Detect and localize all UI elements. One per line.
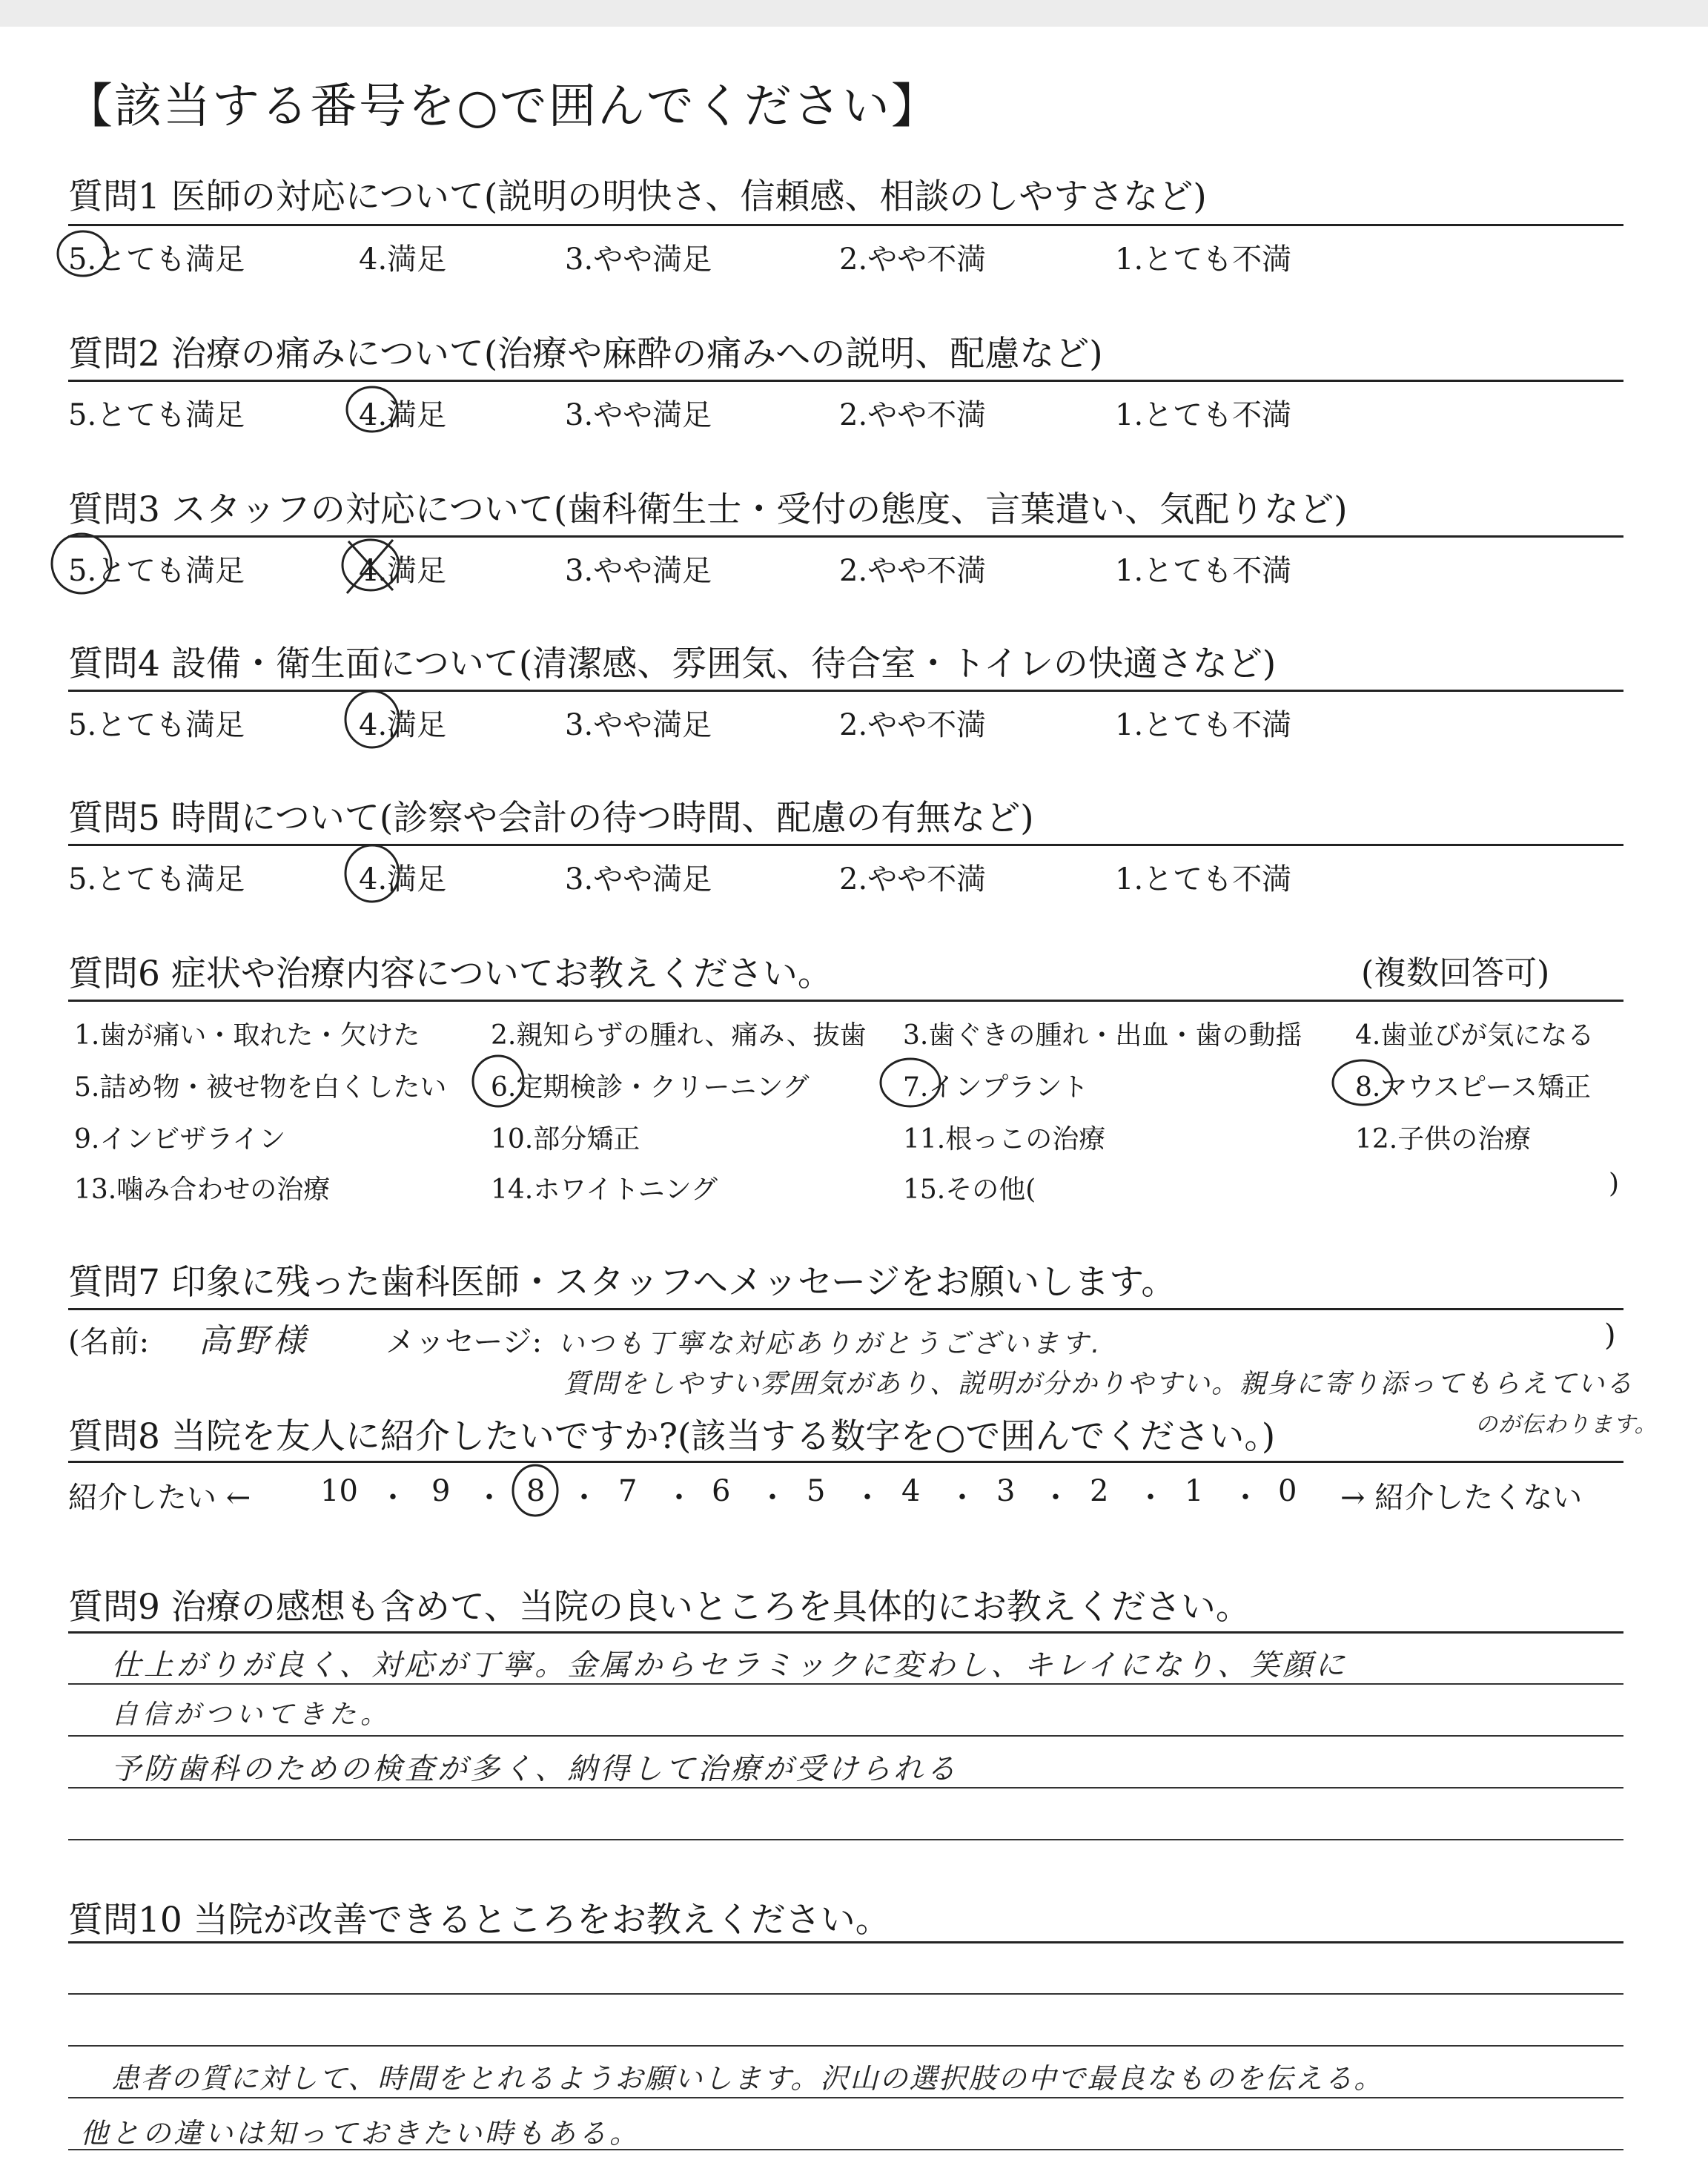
name-label: (名前: [68, 1325, 150, 1359]
q6-item-14[interactable]: 14.ホワイトニング [491, 1175, 718, 1205]
q6-item-11[interactable]: 11.根っこの治療 [903, 1124, 1106, 1155]
q2-option-2[interactable]: 2.やや不満 [839, 398, 987, 432]
scale-6[interactable]: 6 [712, 1474, 731, 1508]
scale-dot: ・ [947, 1481, 977, 1515]
message-close-paren: ) [1604, 1318, 1616, 1353]
q1-option-1[interactable]: 1.とても不満 [1115, 242, 1292, 277]
q3-option-2[interactable]: 2.やや不満 [839, 554, 987, 588]
scan-top-band [0, 0, 1708, 27]
q1-option-2[interactable]: 2.やや不満 [839, 242, 987, 277]
q5-option-3[interactable]: 3.やや満足 [565, 862, 712, 896]
scale-right-label: → 紹介したくない [1340, 1481, 1583, 1515]
scale-1[interactable]: 1 [1185, 1474, 1204, 1508]
handwritten-message-line-2: 質問をしやすい雰囲気があり、説明が分かりやすい。親身に寄り添ってもらえている [563, 1369, 1635, 1399]
q2-option-5[interactable]: 5.とても満足 [68, 398, 245, 432]
q6-item-12[interactable]: 12.子供の治療 [1355, 1124, 1532, 1155]
q2-option-1[interactable]: 1.とても不満 [1115, 398, 1292, 432]
question-5-rule [68, 844, 1623, 846]
scale-dot: ・ [853, 1481, 882, 1515]
q10-handwritten-line-2: 他との違いは知っておきたい時もある。 [80, 2117, 641, 2150]
q3-option-4[interactable]: 4.満足 [359, 554, 447, 588]
handwritten-name: 高野様 [199, 1322, 310, 1360]
question-6-heading: 質問6 症状や治療内容についてお教えください。 [68, 954, 833, 994]
q3-option-1[interactable]: 1.とても不満 [1115, 554, 1292, 588]
question-5-heading: 質問5 時間について(診察や会計の待つ時間、配慮の有無など) [68, 798, 1034, 839]
handwritten-message-line-3: のが伝わります。 [1475, 1412, 1658, 1438]
q5-option-4[interactable]: 4.満足 [359, 862, 447, 896]
q9-handwritten-line-1: 仕上がりが良く、対応が丁寧。金属からセラミックに変わし、キレイになり、笑顔に [111, 1648, 1348, 1682]
q10-answer-line [68, 1993, 1623, 1995]
scale-9[interactable]: 9 [431, 1474, 451, 1508]
question-1-heading: 質問1 医師の対応について(説明の明快さ、信頼感、相談のしやすさなど) [68, 176, 1207, 217]
scale-10[interactable]: 10 [320, 1474, 358, 1508]
q6-item-4[interactable]: 4.歯並びが気になる [1355, 1020, 1595, 1051]
q5-option-1[interactable]: 1.とても不満 [1115, 862, 1292, 896]
q6-item-7[interactable]: 7.インプラント [903, 1072, 1089, 1103]
q6-item-6[interactable]: 6.定期検診・クリーニング [491, 1072, 810, 1103]
q3-option-5[interactable]: 5.とても満足 [68, 554, 245, 588]
q6-item-5[interactable]: 5.詰め物・被せ物を白くしたい [74, 1072, 447, 1103]
question-2-rule [68, 380, 1623, 382]
question-3-rule [68, 535, 1623, 538]
question-6-rule [68, 1000, 1623, 1002]
q10-answer-line [68, 2097, 1623, 2098]
question-8-rule [68, 1461, 1623, 1463]
q5-option-5[interactable]: 5.とても満足 [68, 862, 245, 896]
q6-item-2[interactable]: 2.親知らずの腫れ、痛み、抜歯 [491, 1020, 867, 1051]
q4-option-5[interactable]: 5.とても満足 [68, 708, 245, 742]
q4-option-1[interactable]: 1.とても不満 [1115, 708, 1292, 742]
scale-5[interactable]: 5 [807, 1474, 826, 1508]
q2-option-3[interactable]: 3.やや満足 [565, 398, 712, 432]
scale-left-label: 紹介したい ← [68, 1481, 251, 1515]
scale-3[interactable]: 3 [996, 1474, 1016, 1508]
question-10-heading: 質問10 当院が改善できるところをお教えください。 [68, 1900, 890, 1941]
q6-item-3[interactable]: 3.歯ぐきの腫れ・出血・歯の動揺 [903, 1020, 1302, 1051]
q10-answer-line [68, 2045, 1623, 2047]
scale-7[interactable]: 7 [618, 1474, 638, 1508]
scale-dot: ・ [1136, 1481, 1165, 1515]
q5-option-2[interactable]: 2.やや不満 [839, 862, 987, 896]
scale-dot: ・ [1041, 1481, 1070, 1515]
scale-8[interactable]: 8 [526, 1474, 546, 1508]
q4-option-2[interactable]: 2.やや不満 [839, 708, 987, 742]
q6-item-8[interactable]: 8.マウスピース矯正 [1355, 1072, 1592, 1103]
scale-dot: ・ [474, 1481, 504, 1515]
question-7-rule [68, 1308, 1623, 1310]
handwritten-message-line-1: いつも丁寧な対応ありがとうございます. [557, 1329, 1103, 1359]
q1-option-4[interactable]: 4.満足 [359, 242, 447, 277]
q4-option-3[interactable]: 3.やや満足 [565, 708, 712, 742]
q1-option-3[interactable]: 3.やや満足 [565, 242, 712, 277]
scale-dot: ・ [569, 1481, 599, 1515]
q6-item-9[interactable]: 9.インビザライン [74, 1124, 286, 1155]
q9-answer-line [68, 1839, 1623, 1840]
q6-item-1[interactable]: 1.歯が痛い・取れた・欠けた [74, 1020, 420, 1051]
question-7-heading: 質問7 印象に残った歯科医師・スタッフへメッセージをお願いします。 [68, 1262, 1176, 1303]
question-3-heading: 質問3 スタッフの対応について(歯科衛生士・受付の態度、言葉遣い、気配りなど) [68, 489, 1348, 530]
question-10-rule [68, 1941, 1623, 1943]
q2-option-4[interactable]: 4.満足 [359, 398, 447, 432]
scale-dot: ・ [378, 1481, 408, 1515]
q9-handwritten-line-3: 予防歯科のための検査が多く、納得して治療が受けられる [111, 1752, 959, 1786]
scale-2[interactable]: 2 [1090, 1474, 1109, 1508]
question-9-rule [68, 1631, 1623, 1634]
survey-instruction-title: 【該当する番号を○で囲んでください】 [65, 79, 940, 134]
question-8-heading: 質問8 当院を友人に紹介したいですか?(該当する数字を○で囲んでください。) [68, 1416, 1276, 1457]
question-4-heading: 質問4 設備・衛生面について(清潔感、雰囲気、待合室・トイレの快適さなど) [68, 644, 1277, 684]
question-9-heading: 質問9 治療の感想も含めて、当院の良いところを具体的にお教えください。 [68, 1587, 1251, 1628]
q1-option-5[interactable]: 5.とても満足 [68, 242, 245, 277]
question-1-rule [68, 224, 1623, 226]
q3-option-3[interactable]: 3.やや満足 [565, 554, 712, 588]
q6-item-15[interactable]: 15.その他( [903, 1175, 1036, 1205]
scale-dot: ・ [664, 1481, 694, 1515]
message-label: メッセージ: [385, 1325, 543, 1359]
question-4-rule [68, 690, 1623, 692]
q9-answer-line [68, 1735, 1623, 1737]
scale-0[interactable]: 0 [1278, 1474, 1297, 1508]
scale-dot: ・ [758, 1481, 787, 1515]
q4-option-4[interactable]: 4.満足 [359, 708, 447, 742]
scale-4[interactable]: 4 [901, 1474, 921, 1508]
q9-handwritten-line-2: 自信がついてきた。 [111, 1700, 392, 1730]
q6-item-10[interactable]: 10.部分矯正 [491, 1124, 640, 1155]
q6-other-close-paren: ) [1609, 1169, 1620, 1199]
q10-handwritten-line-1: 患者の質に対して、時間をとれるようお願いします。沢山の選択肢の中で最良なものを伝える。 [111, 2062, 1384, 2095]
multiple-answers-note: (複数回答可) [1361, 954, 1550, 992]
question-2-heading: 質問2 治療の痛みについて(治療や麻酔の痛みへの説明、配慮など) [68, 334, 1103, 374]
q6-item-13[interactable]: 13.噛み合わせの治療 [74, 1175, 331, 1205]
scale-dot: ・ [1231, 1481, 1260, 1515]
